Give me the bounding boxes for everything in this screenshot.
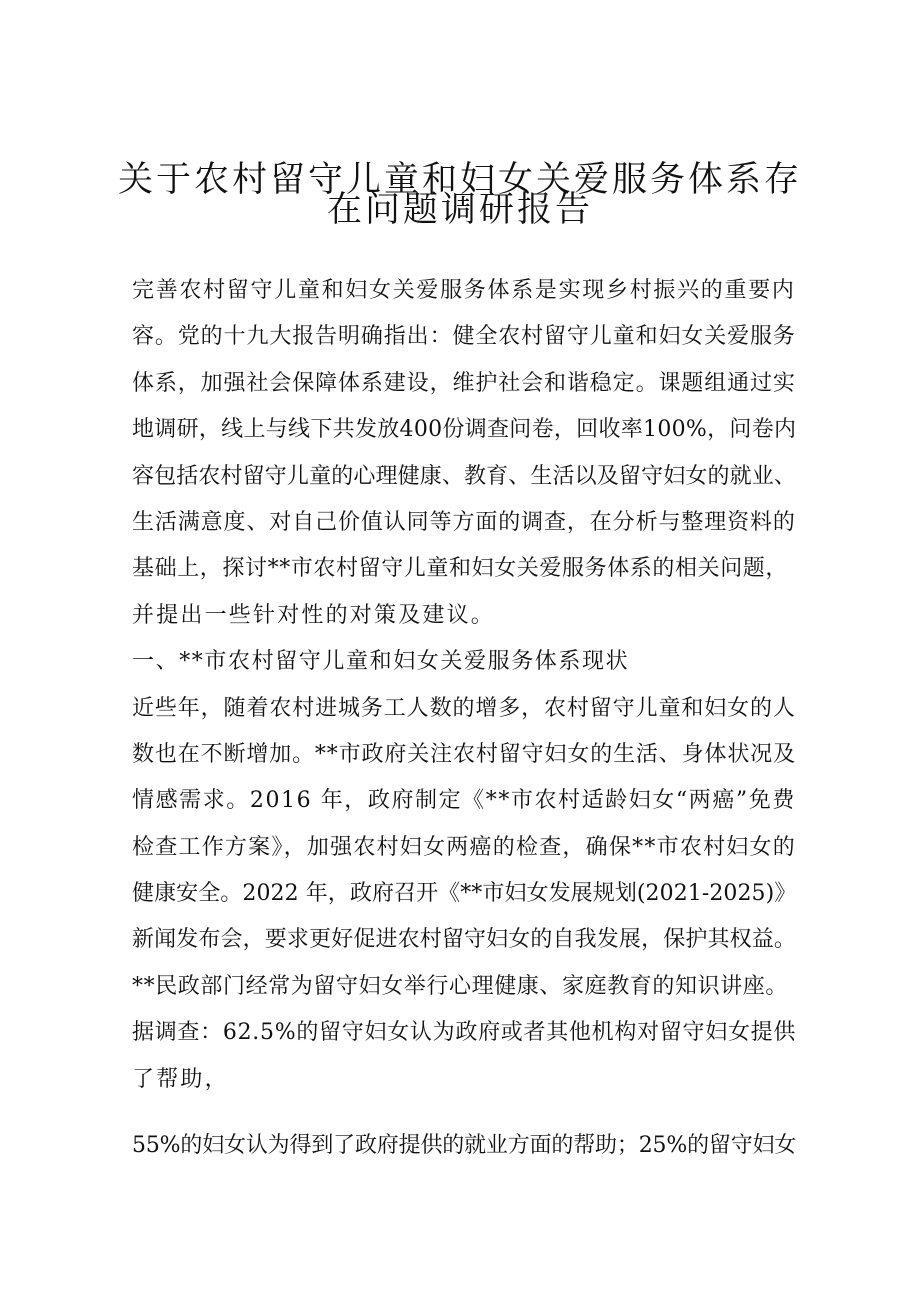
paragraph-line: 近些年，随着农村进城务工人数的增多，农村留守儿童和妇女的人	[132, 695, 796, 721]
paragraph-line: 55%的妇女认为得到了政府提供的就业方面的帮助；25%的留守妇女	[132, 1133, 797, 1159]
paragraph-line: 基础上，探讨**市农村留守儿童和妇女关爱服务体系的相关问题，	[132, 556, 789, 582]
paragraph-line: 完善农村留守儿童和妇女关爱服务体系是实现乡村振兴的重要内	[132, 278, 796, 303]
document-title-line-1: 关于农村留守儿童和妇女关爱服务体系存	[117, 160, 802, 201]
paragraph-line: 生活满意度、对自己价值认同等方面的调查，在分析与整理资料的	[132, 509, 796, 535]
paragraph-line: 并提出一些针对性的对策及建议。	[132, 602, 496, 628]
paragraph-line: 据调查：62.5%的留守妇女认为政府或者其他机构对留守妇女提供	[132, 1020, 797, 1046]
paragraph-line: 地调研，线上与线下共发放400份调查问卷，回收率100%，问卷内	[132, 417, 797, 443]
paragraph-line: **民政部门经常为留守妇女举行心理健康、家庭教育的知识讲座。	[132, 973, 789, 999]
paragraph-line: 情感需求。2016 年，政府制定《**市农村适龄妇女“两癌”免费	[132, 788, 796, 814]
paragraph-line: 新闻发布会，要求更好促进农村留守妇女的自我发展，保护其权益。	[132, 927, 797, 953]
paragraph-line: 体系，加强社会保障体系建设，维护社会和谐稳定。课题组通过实	[132, 370, 796, 396]
paragraph-line: 了帮助，	[132, 1066, 229, 1092]
paragraph-line: 容包括农村留守儿童的心理健康、教育、生活以及留守妇女的就业、	[132, 463, 797, 489]
paragraph-line: 健康安全。2022 年，政府召开《**市妇女发展规划(2021-2025)》	[132, 881, 797, 907]
section-heading: 一、**市农村留守儿童和妇女关爱服务体系现状	[132, 649, 630, 675]
paragraph-line: 数也在不断增加。**市政府关注农村留守妇女的生活、身体状况及	[132, 741, 797, 767]
document-body	[132, 268, 796, 1169]
paragraph-line: 检查工作方案》，加强农村妇女两癌的检查，确保**市农村妇女的	[132, 834, 797, 860]
paragraph-line: 容。党的十九大报告明确指出：健全农村留守儿童和妇女关爱服务	[132, 324, 796, 350]
document-title-line-2: 在问题调研报告	[326, 190, 593, 230]
